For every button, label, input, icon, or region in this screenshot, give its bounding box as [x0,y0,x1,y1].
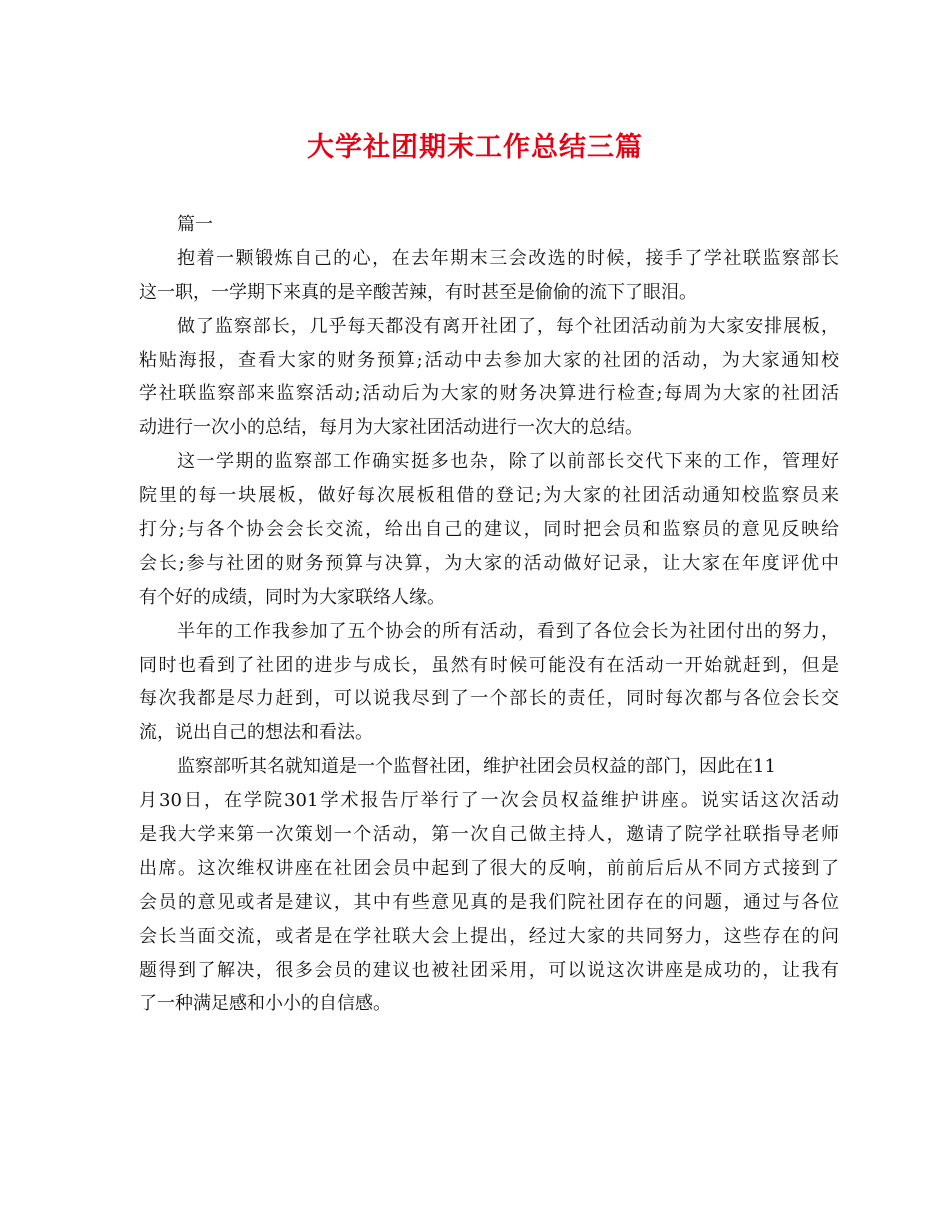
paragraph-line: 是我大学来第一次策划一个活动，第一次自己做主持人，邀请了院学社联指导老师 [139,824,839,846]
paragraph-line: 流，说出自己的想法和看法。 [139,722,373,744]
paragraph-line: 打分;与各个协会会长交流，给出自己的建议，同时把会员和监察员的意见反映给 [139,519,839,541]
paragraph-line: 了一种满足感和小小的自信感。 [139,993,391,1015]
paragraph-line: 有个好的成绩，同时为大家联络人缘。 [139,586,445,608]
document-title: 大学社团期末工作总结三篇 [307,132,643,163]
paragraph-line: 院里的每一块展板，做好每次展板租借的登记;为大家的社团活动通知校监察员来 [139,485,839,507]
paragraph-line: 会长当面交流，或者是在学社联大会上提出，经过大家的共同努力，这些存在的问 [139,925,839,947]
paragraph-line: 每次我都是尽力赶到，可以说我尽到了一个部长的责任，同时每次都与各位会长交 [139,688,839,710]
paragraph-line: 出席。这次维权讲座在社团会员中起到了很大的反响，前前后后从不同方式接到了 [139,857,839,879]
paragraph-line: 监察部听其名就知道是一个监督社团，维护社团会员权益的部门，因此在11 [177,756,776,778]
paragraph-line: 抱着一颗锻炼自己的心，在去年期末三会改选的时候，接手了学社联监察部长 [177,247,839,269]
paragraph-line: 这一学期的监察部工作确实挺多也杂，除了以前部长交代下来的工作，管理好 [177,451,839,473]
paragraph-line: 粘贴海报，查看大家的财务预算;活动中去参加大家的社团的活动，为大家通知校 [139,349,839,371]
paragraph-line: 同时也看到了社团的进步与成长，虽然有时候可能没有在活动一开始就赶到，但是 [139,654,839,676]
paragraph-line: 动进行一次小的总结，每月为大家社团活动进行一次大的总结。 [139,417,643,439]
paragraph-line: 题得到了解决，很多会员的建议也被社团采用，可以说这次讲座是成功的，让我有 [139,959,839,981]
document-body [139,208,839,1021]
paragraph-line: 会长;参与社团的财务预算与决算，为大家的活动做好记录，让大家在年度评优中 [139,552,839,574]
paragraph-line: 会员的意见或者是建议，其中有些意见真的是我们院社团存在的问题，通过与各位 [139,891,839,913]
paragraph-line: 做了监察部长，几乎每天都没有离开社团了，每个社团活动前为大家安排展板， [177,315,839,337]
section-label: 篇一 [177,214,213,235]
paragraph-line: 月30日，在学院301学术报告厅举行了一次会员权益维护讲座。说实话这次活动 [139,790,839,812]
paragraph-line: 学社联监察部来监察活动;活动后为大家的财务决算进行检查;每周为大家的社团活 [139,383,839,405]
paragraph-line: 半年的工作我参加了五个协会的所有活动，看到了各位会长为社团付出的努力， [177,620,839,642]
paragraph-line: 这一职，一学期下来真的是辛酸苦辣，有时甚至是偷偷的流下了眼泪。 [139,281,697,303]
